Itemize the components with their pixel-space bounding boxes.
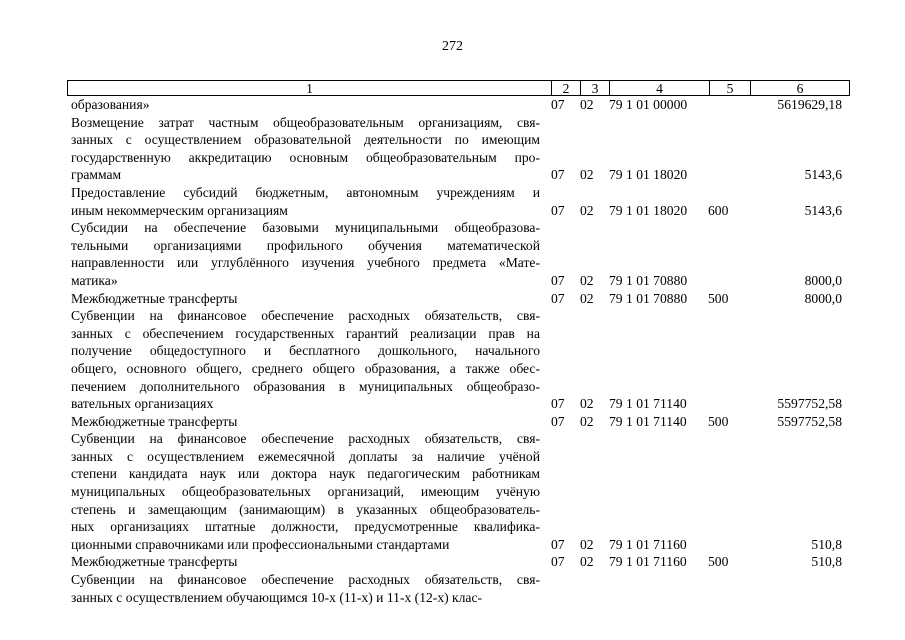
- description-line: Межбюджетные трансферты: [71, 554, 238, 570]
- amount-value: 5143,6: [804, 167, 842, 183]
- subsection-code: 02: [580, 167, 594, 183]
- table-row: [0, 307, 905, 413]
- table-row: [0, 114, 905, 184]
- description-line: граммам: [71, 167, 122, 183]
- description-line: вательных организациях: [71, 396, 214, 412]
- description-line: Межбюджетные трансферты: [71, 290, 238, 306]
- amount-value: 510,8: [811, 536, 842, 552]
- expense-type-code: 500: [708, 413, 729, 429]
- table-row: [0, 184, 905, 219]
- amount-value: 5143,6: [804, 202, 842, 218]
- section-code: 07: [551, 97, 565, 112]
- section-code: 07: [551, 290, 565, 306]
- table-body: [0, 96, 905, 606]
- description-line: Межбюджетные трансферты: [71, 413, 238, 429]
- header-col-6: 6: [750, 81, 849, 95]
- subsection-code: 02: [580, 396, 594, 412]
- header-col-4: 4: [609, 81, 709, 95]
- table-row: [0, 96, 905, 114]
- section-code: 07: [551, 536, 565, 552]
- row-codes: [0, 166, 905, 184]
- description-line: общего, основного общего, среднего общего образования, а также обес-: [71, 360, 540, 376]
- amount-value: 510,8: [811, 554, 842, 570]
- section-code: 07: [551, 167, 565, 183]
- description-line: иным некоммерческим организациям: [71, 202, 288, 218]
- section-code: 07: [551, 272, 565, 288]
- description-line: муниципальных общеобразовательных организаций, имеющим учёную: [71, 484, 540, 500]
- target-article-code: 79 1 01 71160: [609, 536, 687, 552]
- row-codes: [0, 290, 905, 308]
- description-line: государственную аккредитацию основным общеобразовательным про-: [71, 149, 540, 165]
- description-line: степень и замещающим (занимающим) в указанных общеобразователь-: [71, 501, 540, 517]
- target-article-code: 79 1 01 70880: [609, 290, 688, 306]
- description-line: направленности или углублённого изучения учебного предмета «Мате-: [71, 255, 540, 271]
- description-line: печением дополнительного образования в муниципальных общеобразо-: [71, 378, 540, 394]
- section-code: 07: [551, 554, 565, 570]
- description-line: ционными справочниками или профессиональными стандартами: [71, 536, 450, 552]
- row-codes: [0, 96, 905, 114]
- expense-type-code: 500: [708, 290, 729, 306]
- description-line: Предоставление субсидий бюджетным, автономным учреждениям и: [71, 184, 540, 200]
- subsection-code: 02: [580, 202, 594, 218]
- header-col-5: 5: [709, 81, 750, 95]
- table-row: [0, 290, 905, 308]
- description-line: занных с осуществлением ежемесячной доплаты за наличие учёной: [71, 448, 540, 464]
- description-line: занных с осуществлением обучающимся 10-х (11-х) и 11-х (12-х) клас-: [71, 589, 483, 605]
- section-code: 07: [551, 413, 565, 429]
- header-col-1: 1: [306, 81, 313, 96]
- row-codes: [0, 536, 905, 554]
- subsection-code: 02: [580, 536, 594, 552]
- section-code: 07: [551, 396, 565, 412]
- page-number: 272: [442, 39, 463, 54]
- target-article-code: 79 1 01 00000: [609, 97, 688, 112]
- row-codes: [0, 589, 905, 607]
- target-article-code: 79 1 01 18020: [609, 202, 688, 218]
- description-line: занных с обеспечением государственных гарантий реализации прав на: [71, 325, 540, 341]
- table-row: [0, 571, 905, 606]
- amount-value: 5619629,18: [777, 97, 842, 112]
- description-line: Субвенции на финансовое обеспечение расходных обязательств, свя-: [71, 431, 540, 447]
- description-line: образования»: [71, 97, 150, 112]
- amount-value: 8000,0: [804, 290, 842, 306]
- target-article-code: 79 1 01 18020: [609, 167, 688, 183]
- subsection-code: 02: [580, 413, 594, 429]
- header-col-3: 3: [580, 81, 609, 95]
- target-article-code: 79 1 01 71140: [609, 396, 687, 412]
- description-line: ных организациях штатные должности, предусмотренные квалифика-: [71, 519, 540, 535]
- row-codes: [0, 413, 905, 431]
- description-line: Субсидии на обеспечение базовыми муниципальными общеобразова-: [71, 220, 540, 236]
- description-line: Возмещение затрат частным общеобразовательным организациям, свя-: [71, 114, 540, 130]
- table-row: [0, 430, 905, 553]
- subsection-code: 02: [580, 272, 594, 288]
- description-line: степени кандидата наук или доктора наук педагогическим работникам: [71, 466, 540, 482]
- amount-value: 8000,0: [804, 272, 842, 288]
- description-line: тельными организациями профильного обучения математической: [71, 237, 540, 253]
- subsection-code: 02: [580, 554, 594, 570]
- row-codes: [0, 553, 905, 571]
- section-code: 07: [551, 202, 565, 218]
- target-article-code: 79 1 01 70880: [609, 272, 688, 288]
- header-col-2: 2: [551, 81, 580, 95]
- table-row: [0, 413, 905, 431]
- row-codes: [0, 272, 905, 290]
- table-row: [0, 553, 905, 571]
- description-line: матика»: [71, 272, 118, 288]
- table-row: [0, 219, 905, 289]
- table-header: [67, 80, 850, 96]
- subsection-code: 02: [580, 97, 594, 112]
- description-line: Субвенции на финансовое обеспечение расходных обязательств, свя-: [71, 572, 540, 588]
- amount-value: 5597752,58: [777, 413, 842, 429]
- amount-value: 5597752,58: [777, 396, 842, 412]
- description-line: занных с осуществлением образовательной деятельности по имеющим: [71, 132, 540, 148]
- description-line: Субвенции на финансовое обеспечение расходных обязательств, свя-: [71, 308, 540, 324]
- row-codes: [0, 395, 905, 413]
- subsection-code: 02: [580, 290, 594, 306]
- expense-type-code: 500: [708, 554, 729, 570]
- description-line: получение общедоступного и бесплатного дошкольного, начального: [71, 343, 540, 359]
- expense-type-code: 600: [708, 202, 729, 218]
- row-codes: [0, 202, 905, 220]
- target-article-code: 79 1 01 71160: [609, 554, 687, 570]
- target-article-code: 79 1 01 71140: [609, 413, 687, 429]
